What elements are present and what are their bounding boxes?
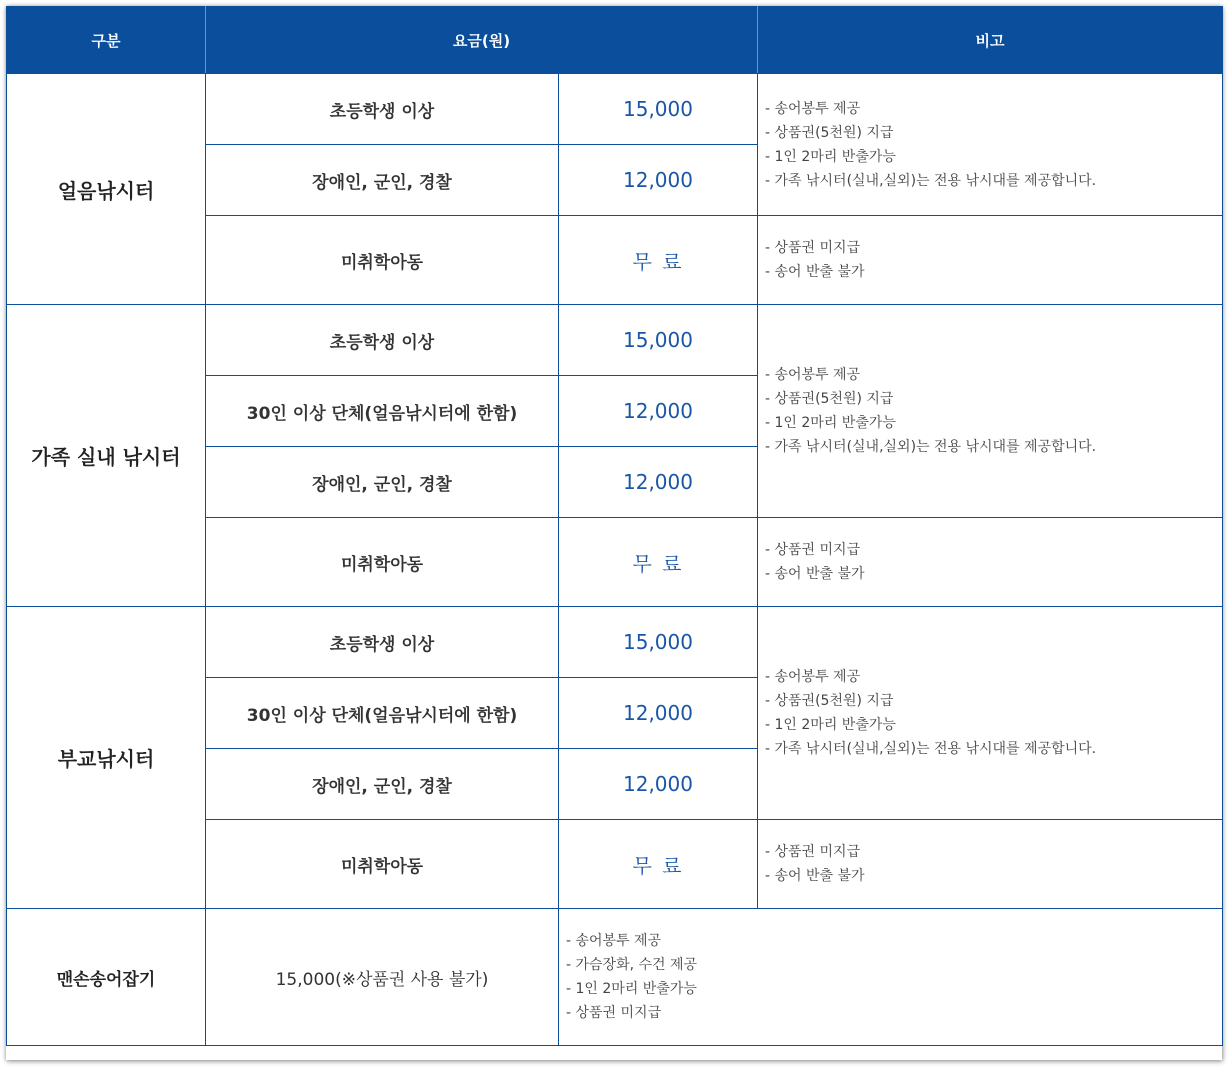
price-cell: 12,000 — [559, 145, 758, 216]
note-line: - 송어봉투 제공 — [765, 100, 861, 117]
note-line: - 1인 2마리 반출가능 — [765, 415, 896, 431]
audience-cell: 초등학생 이상 — [206, 74, 559, 145]
note-line: - 상품권 미지급 — [765, 240, 861, 256]
note-cell — [559, 909, 1223, 1046]
audience-cell: 30인 이상 단체(얼음낚시터에 한함) — [206, 678, 559, 749]
note-line: - 상품권(5천원) 지급 — [765, 693, 894, 709]
note-line: - 송어 반출 불가 — [765, 868, 865, 884]
note-line: - 상품권 미지급 — [765, 542, 861, 558]
note-line: - 1인 2마리 반출가능 — [566, 981, 697, 997]
note-line: - 상품권(5천원) 지급 — [765, 124, 894, 141]
fee-table-frame — [6, 6, 1222, 1060]
audience-cell: 장애인, 군인, 경찰 — [206, 749, 559, 820]
note-line: - 송어봉투 제공 — [765, 669, 861, 685]
audience-cell: 30인 이상 단체(얼음낚시터에 한함) — [206, 376, 559, 447]
note-line: - 송어봉투 제공 — [566, 933, 662, 949]
table-row — [7, 305, 1223, 376]
audience-cell: 미취학아동 — [206, 518, 559, 607]
price-cell: 12,000 — [559, 678, 758, 749]
note-cell — [758, 820, 1223, 909]
note-line: - 가족 낚시터(실내,실외)는 전용 낚시대를 제공합니다. — [765, 439, 1097, 455]
category-cell: 얼음낚시터 — [7, 74, 206, 305]
note-line: - 가슴장화, 수건 제공 — [566, 957, 698, 973]
note-line: - 송어봉투 제공 — [765, 367, 861, 383]
audience-cell: 미취학아동 — [206, 216, 559, 305]
note-line: - 가족 낚시터(실내,실외)는 전용 낚시대를 제공합니다. — [765, 172, 1097, 189]
note-line: - 송어 반출 불가 — [765, 264, 865, 280]
price-cell: 12,000 — [559, 749, 758, 820]
category-cell: 부교낚시터 — [7, 607, 206, 909]
audience-cell: 초등학생 이상 — [206, 305, 559, 376]
note-line: - 가족 낚시터(실내,실외)는 전용 낚시대를 제공합니다. — [765, 741, 1097, 757]
audience-cell: 미취학아동 — [206, 820, 559, 909]
header-category: 구분 — [7, 7, 206, 74]
table-row — [7, 607, 1223, 678]
note-line: - 상품권 미지급 — [566, 1005, 662, 1021]
note-cell — [758, 305, 1223, 518]
header-fee: 요금(원) — [206, 7, 758, 74]
category-cell: 가족 실내 낚시터 — [7, 305, 206, 607]
table-header-row — [7, 7, 1223, 74]
price-cell: 12,000 — [559, 447, 758, 518]
note-line: - 송어 반출 불가 — [765, 566, 865, 582]
fee-table — [6, 6, 1223, 1046]
price-cell: 무 료 — [559, 216, 758, 305]
header-note: 비고 — [758, 7, 1223, 74]
note-cell — [758, 74, 1223, 216]
note-line: - 1인 2마리 반출가능 — [765, 717, 896, 733]
note-line: - 1인 2마리 반출가능 — [765, 148, 896, 165]
note-cell — [758, 216, 1223, 305]
audience-cell: 장애인, 군인, 경찰 — [206, 447, 559, 518]
note-line: - 상품권 미지급 — [765, 844, 861, 860]
table-row — [7, 74, 1223, 145]
price-cell: 무 료 — [559, 820, 758, 909]
category-cell: 맨손송어잡기 — [7, 909, 206, 1046]
price-cell: 12,000 — [559, 376, 758, 447]
note-line: - 상품권(5천원) 지급 — [765, 391, 894, 407]
audience-cell: 장애인, 군인, 경찰 — [206, 145, 559, 216]
price-cell: 15,000 — [559, 305, 758, 376]
audience-cell: 초등학생 이상 — [206, 607, 559, 678]
price-cell: 15,000(※상품권 사용 불가) — [206, 909, 559, 1046]
note-cell — [758, 607, 1223, 820]
table-row — [7, 909, 1223, 1046]
note-cell — [758, 518, 1223, 607]
price-cell: 15,000 — [559, 607, 758, 678]
price-cell: 무 료 — [559, 518, 758, 607]
price-cell: 15,000 — [559, 74, 758, 145]
